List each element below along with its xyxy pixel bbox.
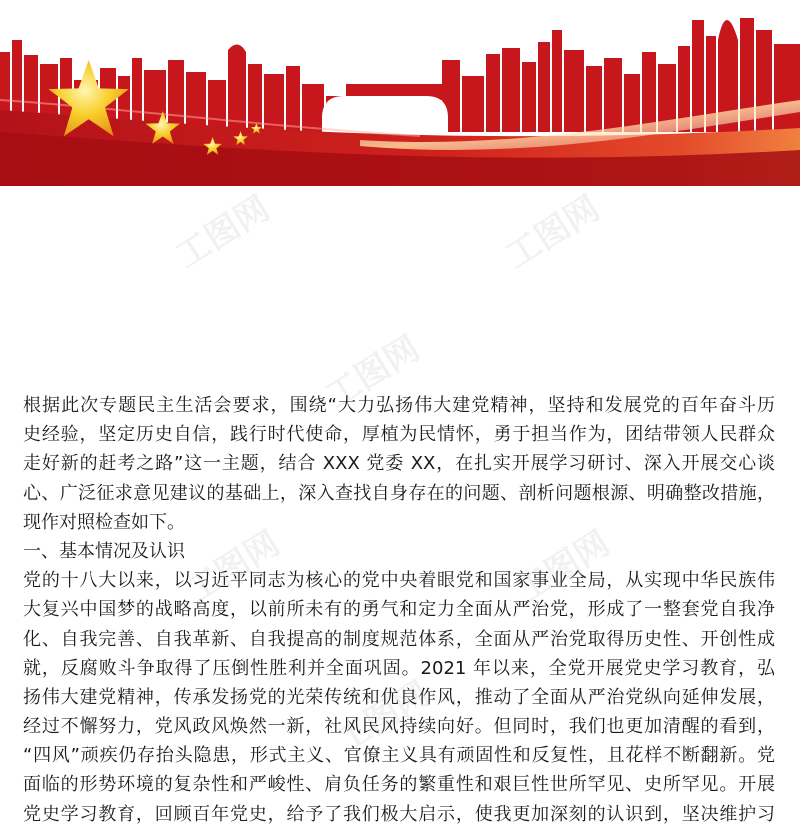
text-line: 心、广泛征求意见建议的基础上，深入查找自身存在的问题、剖析问题根源、明确整改措施， (23, 482, 775, 504)
section-heading (23, 537, 775, 566)
text-line: 就，反腐败斗争取得了压倒性胜利并全面巩固。2021 年以来，全党开展党史学习教育，弘 (23, 657, 775, 679)
watermark: 工图网 (499, 188, 607, 277)
document-body (23, 391, 775, 829)
text-line: 党的十八大以来，以习近平同志为核心的党中央着眼党和国家事业全局，从实现中华民族伟 (23, 570, 775, 592)
watermark: 工图网 (319, 328, 427, 417)
text-line: 走好新的赶考之路”这一主题，结合 XXX 党委 XX，在扎实开展学习研讨、深入开展交心谈 (23, 453, 775, 475)
watermark: 工图网 (179, 523, 287, 612)
text-line: 面临的形势环境的复杂性和严峻性、肩负任务的繁重性和艰巨性世所罕见、史所罕见。开展 (23, 774, 775, 796)
text-line: “四风”顽疾仍存抬头隐患，形式主义、官僚主义具有顽固性和反复性，且花样不断翻新。党 (23, 745, 775, 767)
paragraph-intro (23, 391, 775, 537)
watermark: 工图网 (329, 673, 437, 762)
text-line: 党史学习教育，回顾百年党史，给予了我们极大启示，使我更加深刻的认识到，坚决维护习 (23, 803, 775, 825)
watermark: 工图网 (509, 523, 617, 612)
text-line: 大复兴中国梦的战略高度，以前所未有的勇气和定力全面从严治党，形成了一整套党自我净 (23, 599, 775, 621)
text-line: 经过不懈努力，党风政风焕然一新，社风民风持续向好。但同时，我们也更加清醒的看到， (23, 716, 775, 738)
text-line: 史经验，坚定历史自信，践行时代使命，厚植为民情怀，勇于担当作为，团结带领人民群众 (23, 424, 775, 446)
heading-text: 一、基本情况及认识 (23, 540, 185, 562)
paragraph-body (23, 566, 775, 829)
top-banner (0, 0, 800, 186)
watermark: 工图网 (169, 188, 277, 277)
text-line: 扬伟大建党精神，传承发扬党的光荣传统和优良作风，推动了全面从严治党纵向延伸发展， (23, 686, 775, 708)
text-line: 现作对照检查如下。 (23, 511, 185, 533)
text-line: 根据此次专题民主生活会要求，围绕“大力弘扬伟大建党精神，坚持和发展党的百年奋斗历 (23, 395, 775, 416)
text-line: 化、自我完善、自我革新、自我提高的制度规范体系，全面从严治党取得历史性、开创性成 (23, 628, 775, 650)
